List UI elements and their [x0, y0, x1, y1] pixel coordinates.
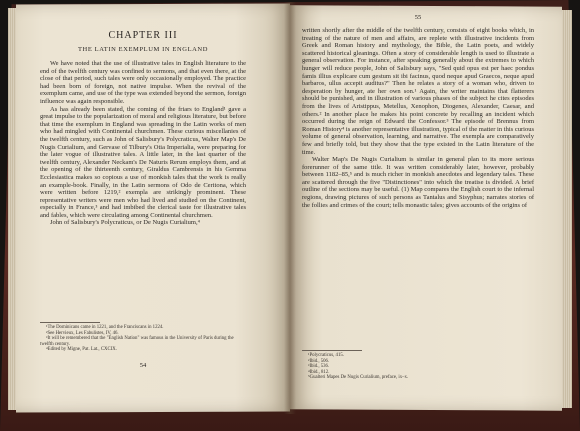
footnote: ⁴Ibid., 812.	[308, 369, 330, 375]
paragraph: We have noted that the use of illustrative tales in English literature to the end of the twelfth century was confined to sermons, and that even there, at the close of that period, such tales were only occasionally employed. The practice had been born of foreign, not native impulse. When the revival of the exemplum came, and use of the type was extended beyond the sermon, foreign influence was again responsible.	[40, 60, 246, 105]
page-number-right: 55	[414, 14, 422, 21]
footnote: ¹Polycraticus, 415.	[308, 353, 344, 358]
left-footnotes	[40, 318, 246, 353]
page-edges-left	[8, 8, 16, 410]
footnote: ⁵Gualteri Mapes De Nugis Curialium, preface, ix–x.	[308, 375, 409, 381]
paragraph: As has already been stated, the coming of the friars to England¹ gave a great impulse to the popularization of moral and religious literature, but before that time the exemplum in England was spreading in the Latin works of men who had mingled with Continental churchmen. These curious miscellanies of the twelfth century, such as John of Salisbury's Polycraticus, Walter Map's De Nugis Curialium, and Gervase of Tilbury's Otia Imperialia, were preparing for the later vogue of illustrative tales. A little later, in the last quarter of the twelfth century, Alexander Neckam's De Naturis Rerum employs them, and at the opening of the thirteenth century, Giraldus Cambrensis in his Gemma Ecclesiastica makes so copious a use of monkish tales that the work is really an example-book. Finally, in the Latin sermons of Odo de Ceritona, which were written before 1219,² exempla are strikingly prominent. These representative writers were men who had lived and studied on the Continent, especially in France,³ and had imbibed the clerical taste for illustrative tales and fables, which were circulating among Continental churchmen.	[40, 105, 246, 219]
paragraph: John of Salisbury's Polycraticus, or De Nugis Curialium,⁴	[50, 219, 200, 227]
paragraph: Walter Map's De Nugis Curialium is similar in general plan to its more serious forerunner of the same title. It was written considerably later, however, probably between 1182–85,⁵ and is much richer in monkish anecdotes and legendary tales. These are scattered through the five "Distinctiones" into which the treatise is divided. A brief outline of the sections may be useful. (1) Map compares the English court to the infernal regions, drawing pictures of such persons as Tantalus and Sisyphus; narrates stories of the follies and crimes of the court; tells monastic tales; gives accounts of the origins of	[302, 156, 534, 209]
left-page-body	[40, 60, 246, 227]
footnote: ²Ibid., 506.	[308, 358, 330, 364]
footnote-rule	[40, 322, 100, 323]
book-gutter	[284, 2, 296, 414]
footnote: ²See Hervieux, Les Fabulistes, IV, 46.	[46, 330, 119, 336]
footnote: ¹The Dominicans came in 1221, and the Franciscans in 1224.	[46, 325, 164, 330]
right-footnotes	[302, 346, 534, 381]
chapter-heading: CHAPTER III	[108, 30, 178, 41]
footnote: ³Ibid., 536.	[308, 364, 330, 370]
paragraph: written shortly after the middle of the twelfth century, consists of eight books which, in treating of the nature of men and affairs, are replete with illustrative incidents from Greek and Roman history and mythology, the Bible, the Latin poets, and widely scattered historical gleanings. Often a story of considerable length is used to illustrate a general observation. For instance, after speaking generally about the extremes to which hunger will reduce people, John of Salisbury says, "Sed quid opus est per haec pondus famis illius explicare cum gestum sit ibi facinus, quod neque apud Graecos, neque apud barbaros, ullus accepit auditus?" Then he relates a story of a woman who, driven to desperation by hunger, ate her own son.¹ Again, the writer maintains that flatterers should be punished, and in illustration of various phases of the subject he cites episodes from the lives of Aristippus, Metellus, Xenophon, Diogenes, Alexander, Caesar, and others.² In another place he makes his point concrete by recalling an incident which occurred during the reign of Edward the Confessor.³ The episode of Brennus from Roman History⁴ is another representative illustration, typical of the matter in this curious volume of general observation, learning, and narrative. The exempla are comparatively few and briefly told, but they show that the type existed in the Latin literature of the time.	[302, 27, 534, 156]
footnote: ³It will be remembered that the "English Nation" was famous in the University of Paris during the twelfth century.	[40, 336, 234, 347]
page-number-left: 54	[139, 362, 147, 369]
page-edges-right	[562, 10, 572, 408]
section-heading: THE LATIN EXEMPLUM IN ENGLAND	[77, 46, 209, 53]
right-page-body	[302, 27, 534, 209]
footnote: ⁴Edited by Migne, Pat. Lat., CXCIX.	[46, 347, 117, 353]
footnote-rule	[302, 350, 362, 351]
